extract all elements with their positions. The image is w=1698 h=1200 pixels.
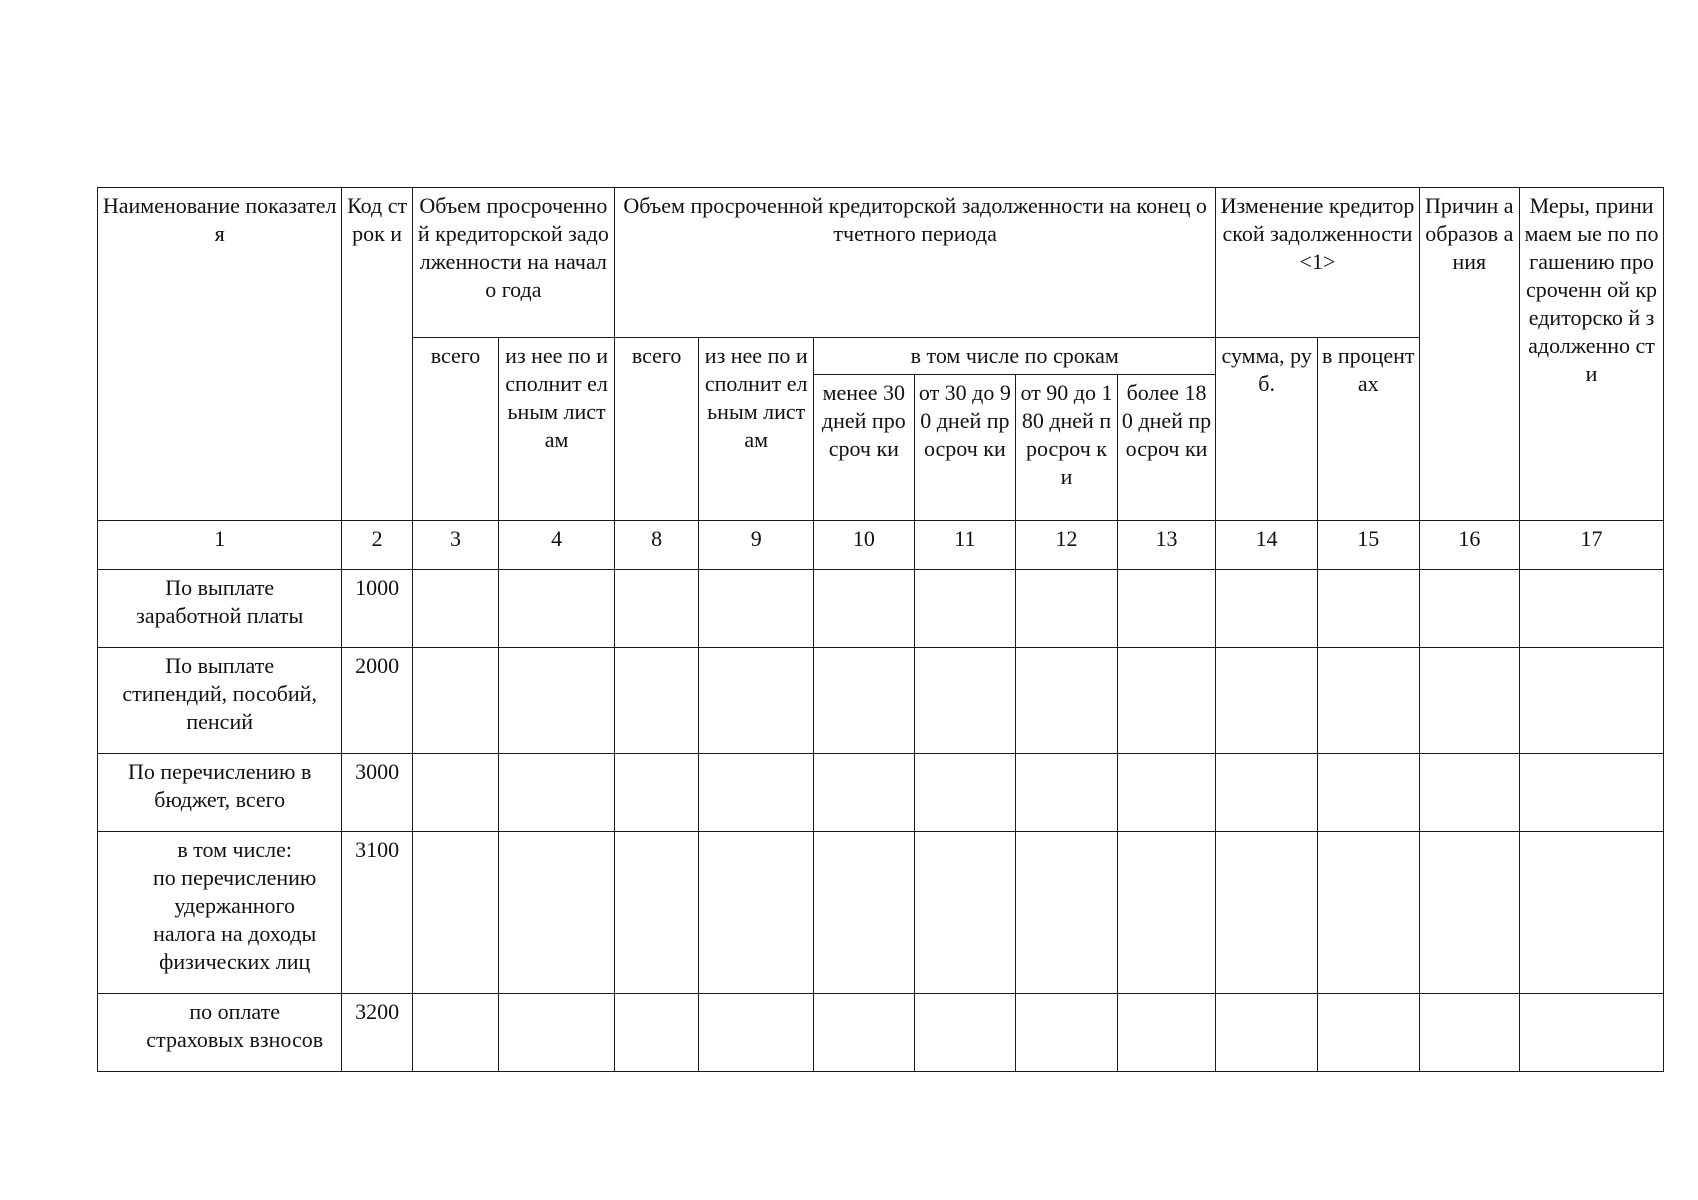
data-cell (1016, 754, 1118, 832)
header-group-begin-of-year: Объем просроченной кредиторской задолженности на начало года (412, 188, 614, 338)
column-number: 17 (1520, 521, 1664, 570)
row-name: по оплате страховых взносов (98, 994, 342, 1072)
table-row (98, 754, 1664, 832)
column-number: 14 (1216, 521, 1318, 570)
row-name: По выплате стипендий, пособий, пенсий (98, 648, 342, 754)
data-cell (614, 570, 698, 648)
data-cell (1520, 994, 1664, 1072)
data-cell (699, 832, 814, 994)
row-name: По перечислению в бюджет, всего (98, 754, 342, 832)
header-change-percent: в процент ах (1317, 338, 1419, 521)
header-by-terms: в том числе по срокам (814, 338, 1216, 375)
table-row (98, 994, 1664, 1072)
data-cell (1317, 570, 1419, 648)
data-cell (412, 832, 498, 994)
data-cell (1317, 832, 1419, 994)
header-group-change: Изменение кредиторской задолженности <1> (1216, 188, 1419, 338)
table-row (98, 832, 1664, 994)
column-number: 9 (699, 521, 814, 570)
data-cell (1016, 570, 1118, 648)
data-cell (1117, 754, 1216, 832)
column-number: 13 (1117, 521, 1216, 570)
header-change-sum: сумма, руб. (1216, 338, 1318, 521)
data-cell (499, 570, 615, 648)
data-cell (499, 994, 615, 1072)
header-end-total: всего (614, 338, 698, 521)
data-cell (614, 754, 698, 832)
table-row (98, 570, 1664, 648)
column-number: 2 (342, 521, 412, 570)
data-cell (1216, 570, 1318, 648)
data-cell (1216, 832, 1318, 994)
data-cell (914, 754, 1016, 832)
data-cell (412, 994, 498, 1072)
header-term-over-180: более 180 дней просроч ки (1117, 375, 1216, 521)
data-cell (1419, 994, 1520, 1072)
data-cell (1419, 832, 1520, 994)
data-cell (1419, 648, 1520, 754)
data-cell (614, 994, 698, 1072)
data-cell (412, 754, 498, 832)
row-code: 3100 (342, 832, 412, 994)
header-end-writs: из нее по исполнит ельным листам (699, 338, 814, 521)
data-cell (412, 648, 498, 754)
data-cell (1520, 570, 1664, 648)
header-reason: Причин а образов ания (1419, 188, 1520, 521)
data-cell (1117, 570, 1216, 648)
data-cell (499, 648, 615, 754)
overdue-payables-table (97, 187, 1664, 1072)
column-number: 15 (1317, 521, 1419, 570)
data-cell (814, 832, 915, 994)
header-begin-writs: из нее по исполнит ельным листам (499, 338, 615, 521)
table-row (98, 648, 1664, 754)
data-cell (814, 994, 915, 1072)
row-code: 3200 (342, 994, 412, 1072)
data-cell (699, 648, 814, 754)
data-cell (1216, 754, 1318, 832)
data-cell (814, 754, 915, 832)
data-cell (499, 832, 615, 994)
data-cell (914, 570, 1016, 648)
data-cell (1016, 832, 1118, 994)
header-term-under-30: менее 30 дней просроч ки (814, 375, 915, 521)
data-cell (1117, 994, 1216, 1072)
data-cell (412, 570, 498, 648)
data-cell (1419, 570, 1520, 648)
data-cell (1419, 754, 1520, 832)
data-cell (614, 832, 698, 994)
column-number: 3 (412, 521, 498, 570)
header-row-code: Код строк и (342, 188, 412, 521)
header-begin-total: всего (412, 338, 498, 521)
data-cell (699, 570, 814, 648)
data-cell (814, 570, 915, 648)
header-term-30-90: от 30 до 90 дней просроч ки (914, 375, 1016, 521)
column-number: 11 (914, 521, 1016, 570)
header-term-90-180: от 90 до 180 дней просроч ки (1016, 375, 1118, 521)
data-cell (1317, 648, 1419, 754)
data-cell (914, 994, 1016, 1072)
data-cell (1117, 832, 1216, 994)
row-code: 2000 (342, 648, 412, 754)
header-measures: Меры, принимаем ые по погашению просроченн ой кредиторско й задолженно сти (1520, 188, 1664, 521)
row-code: 3000 (342, 754, 412, 832)
data-cell (699, 754, 814, 832)
data-cell (1520, 832, 1664, 994)
data-cell (1317, 754, 1419, 832)
data-cell (499, 754, 615, 832)
row-code: 1000 (342, 570, 412, 648)
data-cell (1520, 648, 1664, 754)
data-cell (914, 832, 1016, 994)
data-cell (814, 648, 915, 754)
row-name: в том числе: по перечислению удержанного налога на доходы физических лиц (98, 832, 342, 994)
data-cell (1216, 648, 1318, 754)
row-name: По выплате заработной платы (98, 570, 342, 648)
data-cell (614, 648, 698, 754)
data-cell (1016, 648, 1118, 754)
data-cell (1117, 648, 1216, 754)
column-number-row (98, 521, 1664, 570)
column-number: 8 (614, 521, 698, 570)
header-indicator-name: Наименование показателя (98, 188, 342, 521)
data-cell (1317, 994, 1419, 1072)
data-cell (914, 648, 1016, 754)
column-number: 10 (814, 521, 915, 570)
column-number: 4 (499, 521, 615, 570)
header-group-end-of-period: Объем просроченной кредиторской задолженности на конец отчетного периода (614, 188, 1215, 338)
column-number: 16 (1419, 521, 1520, 570)
data-cell (699, 994, 814, 1072)
data-cell (1520, 754, 1664, 832)
column-number: 12 (1016, 521, 1118, 570)
column-number: 1 (98, 521, 342, 570)
data-cell (1216, 994, 1318, 1072)
data-cell (1016, 994, 1118, 1072)
